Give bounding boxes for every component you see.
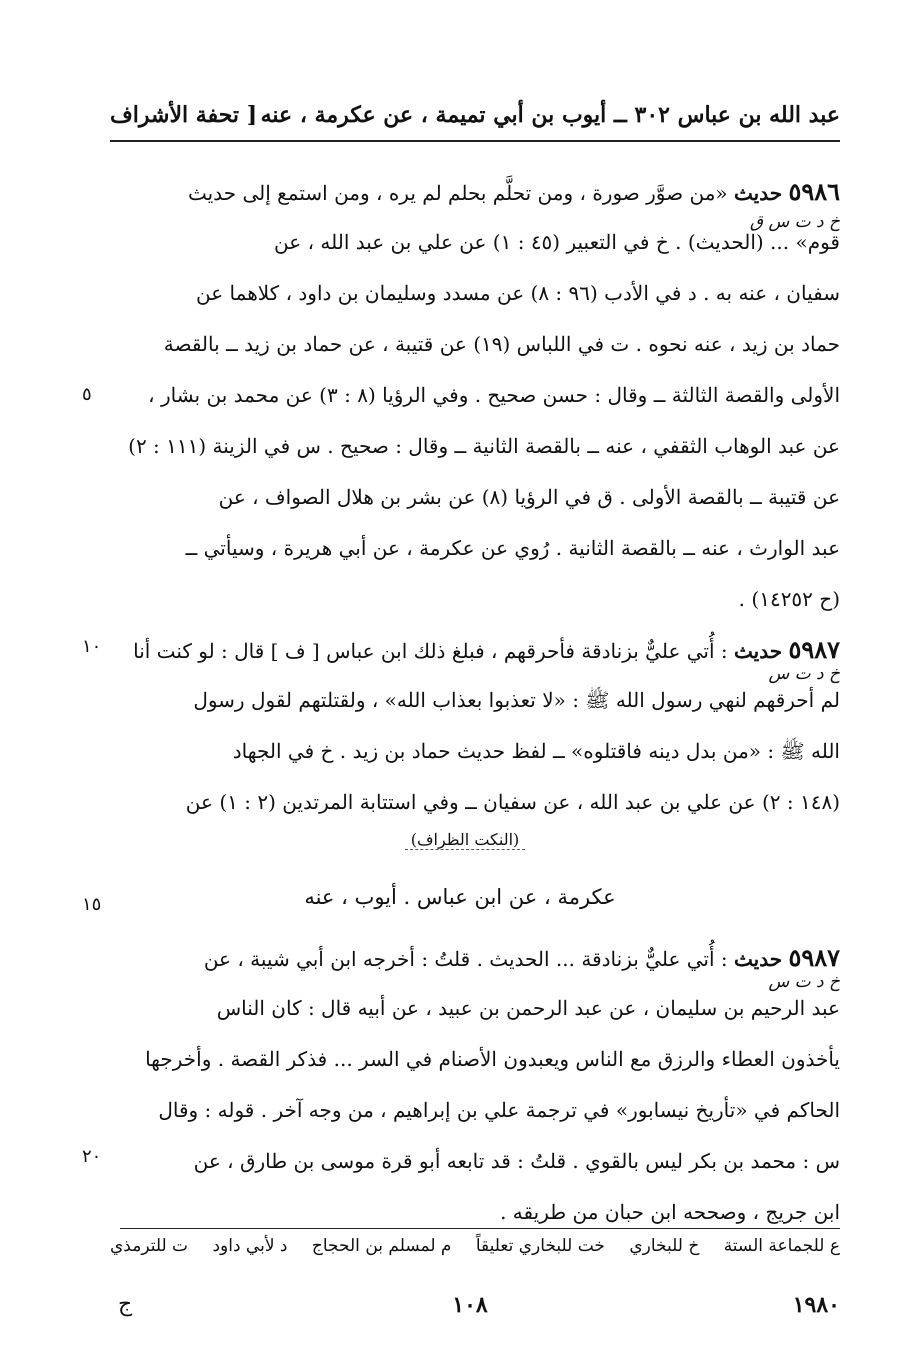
entry-line: عن قتيبة ــ بالقصة الأولى . ق في الرؤيا (٨) عن بشر بن هلال الصواف ، عن: [218, 485, 840, 509]
entry-line: عبد الوارث ، عنه ــ بالقصة الثانية . رُوي عن عكرمة ، عن أبي هريرة ، وسيأتي ــ: [185, 536, 840, 560]
abbreviation-item: ع للجماعة الستة: [723, 1236, 840, 1256]
nukat-entry-5987: [110, 932, 840, 1238]
entry-label: حديث: [734, 639, 783, 663]
margin-line-number: ١٥: [82, 894, 102, 915]
entry-line: س : محمد بن بكر ليس بالقوي . قلتُ : قد تابعه أبو قرة موسى بن طارق ، عن: [193, 1149, 840, 1173]
entry-line: قوم» ... (الحديث) . خ في التعبير (٤٥ : ١) عن علي بن عبد الله ، عن: [274, 230, 840, 254]
entry-line: ابن جريج ، وصححه ابن حبان من طريقه .: [500, 1200, 840, 1224]
hadith-entry-5986: [110, 166, 840, 625]
signature-mark: ج: [118, 1292, 133, 1317]
entry-line: الله ﷺ : «من بدل دينه فاقتلوه» ــ لفظ حديث حماد بن زيد . خ في الجهاد: [232, 739, 840, 763]
hadith-entry-5987: [110, 624, 840, 828]
footer-rule: [120, 1228, 840, 1229]
entry-line: لم أحرقهم لنهي رسول الله ﷺ : «لا تعذبوا بعذاب الله» ، ولقتلتهم لقول رسول: [193, 688, 840, 712]
margin-line-number: ٢٠: [82, 1146, 102, 1167]
abbreviation-item: م لمسلم بن الحجاج: [311, 1236, 452, 1256]
entry-line: (١٤٨ : ٢) عن علي بن عبد الله ، عن سفيان ــ وفي استتابة المرتدين (٢ : ١) عن: [185, 790, 840, 814]
entry-line: حماد بن زيد ، عنه نحوه . ت في اللباس (١٩) عن قتيبة ، عن حماد بن زيد ــ بالقصة: [163, 332, 840, 356]
margin-line-number: ٥: [82, 384, 92, 405]
abbreviation-item: خت للبخاري تعليقاً: [475, 1236, 605, 1256]
entry-number: ٥٩٨٧: [788, 635, 840, 664]
abbreviation-item: خ للبخاري: [629, 1236, 700, 1256]
entry-line: ٥٩٨٦ حديث «من صوَّر صورة ، ومن تحلَّم بحلم لم يره ، ومن استمع إلى حديث: [188, 177, 840, 206]
header-title: عبد الله بن عباس ٣٠٢ ــ أيوب بن أبي تميمة ، عن عكرمة ، عنه: [260, 102, 840, 128]
source-sigla: خ د ت س ق: [749, 212, 840, 232]
abbreviation-item: د لأبي داود: [212, 1236, 288, 1256]
abbreviation-key: [110, 1236, 840, 1270]
entry-label: حديث: [734, 181, 783, 205]
nukat-divider: [380, 830, 550, 860]
entry-line: عن عبد الوهاب الثقفي ، عنه ــ بالقصة الثانية ــ وقال : صحيح . س في الزينة (١١١ : ٢): [128, 434, 840, 458]
entry-line: الحاكم في «تأريخ نيسابور» في ترجمة علي بن إبراهيم ، من وجه آخر . قوله : وقال: [158, 1098, 840, 1122]
entry-line: (ح ١٤٢٥٢) .: [738, 587, 840, 611]
entry-label: حديث: [734, 947, 783, 971]
entry-line: ٥٩٨٧ حديث : أُتي عليٌّ بزنادقة فأحرقهم ، فبلغ ذلك ابن عباس [ ف ] قال : لو كنت أنا: [133, 635, 840, 664]
nukat-label: (النكت الظراف): [405, 830, 526, 850]
entry-line: عبد الرحيم بن سليمان ، عن عبد الرحمن بن عبيد ، عن أبيه قال : كان الناس: [216, 996, 840, 1020]
section-subheading: عكرمة ، عن ابن عباس . أيوب ، عنه: [304, 885, 616, 909]
header-book-name: [ تحفة الأشراف: [110, 102, 258, 128]
header-rule: [110, 140, 840, 142]
entry-line: الأولى والقصة الثالثة ــ وقال : حسن صحيح . وفي الرؤيا (٨ : ٣) عن محمد بن بشار ،: [148, 383, 840, 407]
running-header: [110, 96, 840, 136]
entry-number: ٥٩٨٦: [788, 177, 840, 206]
source-sigla: خ د ت س: [768, 664, 840, 684]
page-number: ١٠٨: [452, 1292, 488, 1318]
print-year: ١٩٨٠: [792, 1292, 840, 1318]
source-sigla: خ د ت س: [768, 972, 840, 992]
entry-line: سفيان ، عنه به . د في الأدب (٩٦ : ٨) عن مسدد وسليمان بن داود ، كلاهما عن: [196, 281, 840, 305]
entry-number: ٥٩٨٧: [788, 943, 840, 972]
margin-line-number: ١٠: [82, 636, 102, 657]
abbreviation-item: ت للترمذي: [110, 1236, 189, 1256]
entry-line: ٥٩٨٧ حديث : أُتي عليٌّ بزنادقة ... الحديث . قلتُ : أخرجه ابن أبي شيبة ، عن: [203, 943, 840, 972]
entry-line: يأخذون العطاء والرزق مع الناس ويعبدون الأصنام في السر ... فذكر القصة . وأخرجها: [145, 1047, 840, 1071]
